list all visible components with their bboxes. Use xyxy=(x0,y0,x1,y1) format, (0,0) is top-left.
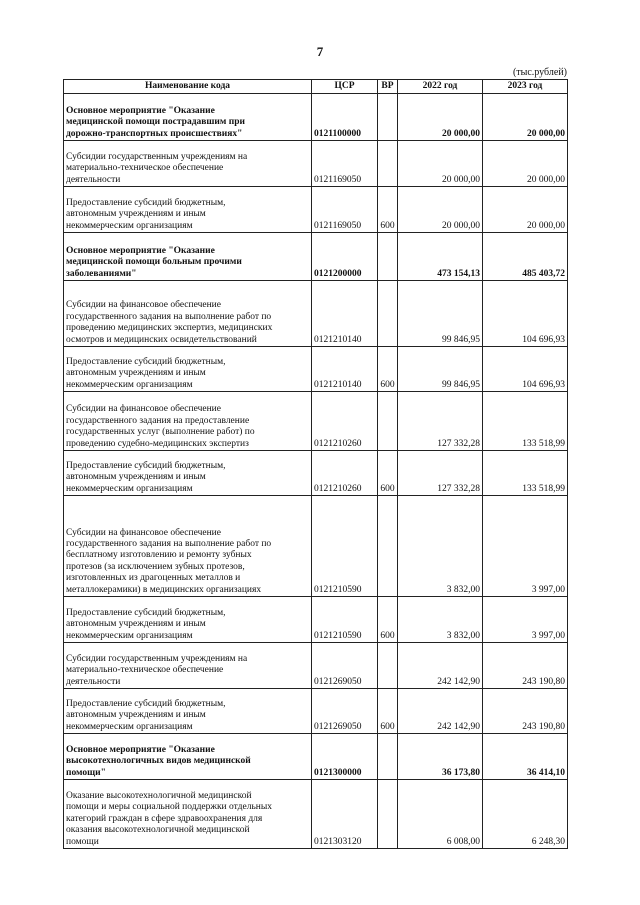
row-csr-cell: 0121169050 xyxy=(312,141,378,187)
table-header-row xyxy=(64,80,568,94)
row-2023-value: 20 000,00 xyxy=(483,94,568,141)
table-row xyxy=(64,233,568,281)
row-vr-cell xyxy=(378,734,398,780)
row-2023-value: 243 190,80 xyxy=(483,689,568,734)
row-vr-cell xyxy=(378,141,398,187)
units-label: (тыс.рублей) xyxy=(512,67,567,78)
row-csr-cell: 0121210590 xyxy=(312,496,378,597)
row-2023-value: 133 518,99 xyxy=(483,451,568,496)
table-row xyxy=(64,281,568,347)
table-row xyxy=(64,496,568,597)
row-2022-value: 20 000,00 xyxy=(398,94,483,141)
row-vr-cell xyxy=(378,780,398,849)
header-vr: ВР xyxy=(378,80,398,94)
row-2022-value: 242 142,90 xyxy=(398,643,483,689)
row-2023-value: 243 190,80 xyxy=(483,643,568,689)
table-row xyxy=(64,347,568,392)
row-2022-value: 127 332,28 xyxy=(398,392,483,451)
row-name-cell: Субсидии государственным учреждениям на материально-техническое обеспечение деятельности xyxy=(64,141,312,187)
row-2022-value: 3 832,00 xyxy=(398,597,483,643)
row-2022-value: 3 832,00 xyxy=(398,496,483,597)
table-row xyxy=(64,643,568,689)
row-vr-cell xyxy=(378,496,398,597)
row-csr-cell: 0121269050 xyxy=(312,643,378,689)
table-row xyxy=(64,141,568,187)
header-csr: ЦСР xyxy=(312,80,378,94)
row-2022-value: 36 173,80 xyxy=(398,734,483,780)
row-vr-cell xyxy=(378,643,398,689)
row-name-cell: Предоставление субсидий бюджетным, автономным учреждениям и иным некоммерческим организациям xyxy=(64,187,312,233)
row-2022-value: 242 142,90 xyxy=(398,689,483,734)
budget-table xyxy=(63,79,568,849)
row-2022-value: 99 846,95 xyxy=(398,347,483,392)
page-number: 7 xyxy=(316,44,324,59)
row-2023-value: 6 248,30 xyxy=(483,780,568,849)
row-name-cell: Субсидии на финансовое обеспечение государственного задания на выполнение работ по бесплатному изготовлению и ремонту зубных протезов (за исключением зубных протезов, изготовленных из драгоценных металлов и металлокерамики) в медицинских организациях xyxy=(64,496,312,597)
row-2022-value: 127 332,28 xyxy=(398,451,483,496)
table-row xyxy=(64,392,568,451)
row-csr-cell: 0121269050 xyxy=(312,689,378,734)
row-csr-cell: 0121210140 xyxy=(312,347,378,392)
row-2023-value: 104 696,93 xyxy=(483,347,568,392)
row-vr-cell xyxy=(378,233,398,281)
table-row xyxy=(64,597,568,643)
row-name-cell: Субсидии государственным учреждениям на материально-техническое обеспечение деятельности xyxy=(64,643,312,689)
row-2023-value: 3 997,00 xyxy=(483,496,568,597)
table-row xyxy=(64,94,568,141)
row-2023-value: 20 000,00 xyxy=(483,141,568,187)
row-name-cell: Предоставление субсидий бюджетным, автономным учреждениям и иным некоммерческим организациям xyxy=(64,689,312,734)
row-name-cell: Основное мероприятие "Оказание медицинской помощи пострадавшим при дорожно-транспортных происшествиях" xyxy=(64,94,312,141)
row-csr-cell: 0121210140 xyxy=(312,281,378,347)
row-vr-cell: 600 xyxy=(378,451,398,496)
row-2022-value: 473 154,13 xyxy=(398,233,483,281)
table-row xyxy=(64,451,568,496)
row-csr-cell: 0121169050 xyxy=(312,187,378,233)
row-csr-cell: 0121303120 xyxy=(312,780,378,849)
row-2022-value: 20 000,00 xyxy=(398,141,483,187)
table-row xyxy=(64,689,568,734)
row-vr-cell: 600 xyxy=(378,187,398,233)
header-2022: 2022 год xyxy=(398,80,483,94)
row-vr-cell xyxy=(378,94,398,141)
row-csr-cell: 0121200000 xyxy=(312,233,378,281)
row-name-cell: Предоставление субсидий бюджетным, автономным учреждениям и иным некоммерческим организациям xyxy=(64,451,312,496)
row-2023-value: 485 403,72 xyxy=(483,233,568,281)
row-csr-cell: 0121100000 xyxy=(312,94,378,141)
table-row xyxy=(64,780,568,849)
row-vr-cell xyxy=(378,281,398,347)
row-name-cell: Оказание высокотехнологичной медицинской помощи и меры социальной поддержки отдельных категорий граждан в сфере здравоохранения для оказания высокотехнологичной медицинской помощи xyxy=(64,780,312,849)
row-2022-value: 6 008,00 xyxy=(398,780,483,849)
row-name-cell: Предоставление субсидий бюджетным, автономным учреждениям и иным некоммерческим организациям xyxy=(64,597,312,643)
row-name-cell: Предоставление субсидий бюджетным, автономным учреждениям и иным некоммерческим организациям xyxy=(64,347,312,392)
row-2023-value: 133 518,99 xyxy=(483,392,568,451)
row-name-cell: Основное мероприятие "Оказание медицинской помощи больным прочими заболеваниями" xyxy=(64,233,312,281)
row-2023-value: 20 000,00 xyxy=(483,187,568,233)
row-2023-value: 104 696,93 xyxy=(483,281,568,347)
row-2022-value: 20 000,00 xyxy=(398,187,483,233)
row-vr-cell: 600 xyxy=(378,597,398,643)
row-csr-cell: 0121210260 xyxy=(312,451,378,496)
row-csr-cell: 0121210260 xyxy=(312,392,378,451)
row-vr-cell: 600 xyxy=(378,689,398,734)
row-2023-value: 36 414,10 xyxy=(483,734,568,780)
row-vr-cell: 600 xyxy=(378,347,398,392)
row-2022-value: 99 846,95 xyxy=(398,281,483,347)
table-row xyxy=(64,734,568,780)
header-2023: 2023 год xyxy=(483,80,568,94)
row-2023-value: 3 997,00 xyxy=(483,597,568,643)
row-name-cell: Субсидии на финансовое обеспечение государственного задания на предоставление государственных услуг (выполнение работ) по проведению судебно-медицинских экспертиз xyxy=(64,392,312,451)
row-vr-cell xyxy=(378,392,398,451)
row-name-cell: Субсидии на финансовое обеспечение государственного задания на выполнение работ по проведению медицинских экспертиз, медицинских осмотров и медицинских освидетельствований xyxy=(64,281,312,347)
row-name-cell: Основное мероприятие "Оказание высокотехнологичных видов медицинской помощи" xyxy=(64,734,312,780)
table-row xyxy=(64,187,568,233)
header-name: Наименование кода xyxy=(64,80,312,94)
row-csr-cell: 0121300000 xyxy=(312,734,378,780)
row-csr-cell: 0121210590 xyxy=(312,597,378,643)
